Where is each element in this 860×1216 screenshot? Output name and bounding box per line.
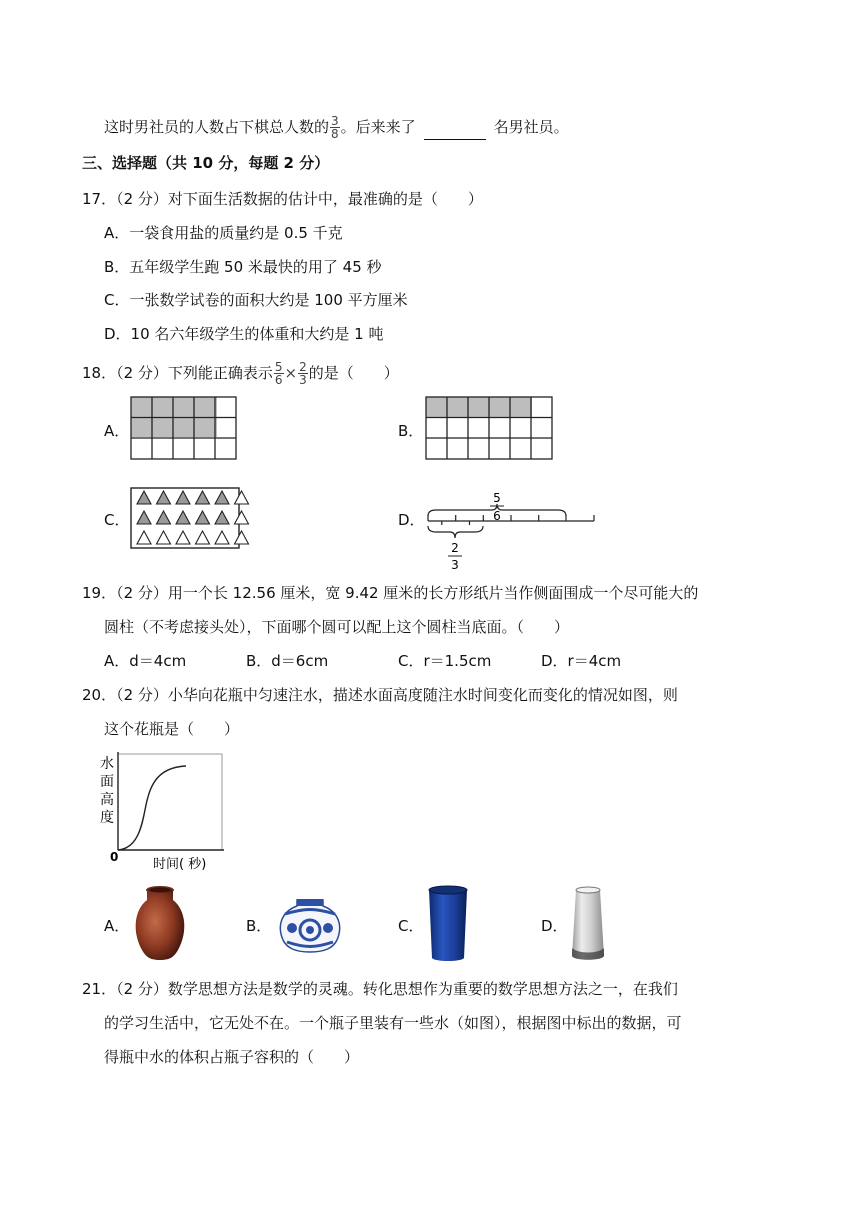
triangle [157, 531, 171, 544]
q19-option-c[interactable]: C．r＝1.5cm [398, 652, 492, 670]
q18-d-top-den: 6 [493, 509, 501, 523]
q16-text-after2: 名男社员。 [493, 118, 569, 136]
q18-d-top-num: 5 [493, 491, 501, 505]
triangle [196, 491, 210, 504]
triangle [176, 511, 190, 524]
q18-fraction-1: $\frac{5}{6}$ [274, 360, 283, 387]
q20-label-b[interactable]: B． [246, 917, 272, 935]
q17-option-b[interactable]: B．五年级学生跑 50 米最快的用了 45 秒 [104, 258, 382, 276]
q17-option-a[interactable]: A．一袋食用盐的质量约是 0.5 千克 [104, 224, 343, 242]
q16-answer-blank[interactable] [424, 125, 486, 140]
triangle [235, 531, 249, 544]
triangle [215, 531, 229, 544]
graph-ylabel-2: 面 [100, 774, 114, 790]
triangle [176, 491, 190, 504]
triangle [176, 531, 190, 544]
q20-stem-line1: 20．（2 分）小华向花瓶中匀速注水，描述水面高度随注水时间变化而变化的情况如图，则 [82, 686, 678, 704]
q20-label-a[interactable]: A． [104, 917, 130, 935]
q19-stem-line2: 圆柱（不考虑接头处），下面哪个圆可以配上这个圆柱当底面。（ ） [104, 618, 570, 636]
graph-ylabel-3: 高 [100, 792, 114, 808]
graph-origin: 0 [110, 850, 119, 864]
q18-grid-b [425, 396, 555, 462]
q18-stem [82, 360, 399, 386]
q19-stem-line1: 19．（2 分）用一个长 12.56 厘米，宽 9.42 厘米的长方形纸片当作侧面围成一个尽可能大的 [82, 584, 699, 602]
q18-grid-a [130, 396, 240, 462]
q18-d-bottom-num: 2 [451, 541, 459, 555]
triangle [235, 491, 249, 504]
q20-vase-c-image[interactable] [425, 884, 471, 964]
q18-stem-before: 18．（2 分）下列能正确表示 [82, 364, 273, 382]
triangle [157, 511, 171, 524]
section-heading: 三、选择题（共 10 分，每题 2 分） [82, 154, 330, 172]
q20-label-d[interactable]: D． [541, 917, 568, 935]
triangle [196, 531, 210, 544]
q17-stem: 17．（2 分）对下面生活数据的估计中，最准确的是（ ） [82, 190, 483, 208]
triangle [235, 511, 249, 524]
q19-option-d[interactable]: D．r＝4cm [541, 652, 622, 670]
q16-text-before: 这时男社员的人数占下棋总人数的 [104, 118, 330, 136]
q19-option-a[interactable]: A．d＝4cm [104, 652, 187, 670]
q20-vase-d-image[interactable] [568, 884, 608, 964]
q18-label-c[interactable]: C． [104, 511, 130, 529]
q18-times-sign: × [284, 364, 298, 382]
q16-fraction: $\frac{3}{8}$ [331, 114, 339, 141]
triangle [137, 531, 151, 544]
q18-label-d[interactable]: D． [398, 511, 425, 529]
q21-stem-line3: 得瓶中水的体积占瓶子容积的（ ） [104, 1048, 360, 1066]
graph-xlabel: 时间( 秒) [153, 857, 207, 872]
q18-stem-after: 的是（ ） [308, 364, 399, 382]
q18-fraction-2: $\frac{2}{3}$ [299, 360, 307, 387]
q18-label-b[interactable]: B． [398, 422, 424, 440]
q20-vase-a-image[interactable] [130, 884, 190, 964]
q18-d-bottom-den: 3 [451, 558, 459, 572]
q19-option-b[interactable]: B．d＝6cm [246, 652, 329, 670]
q16-tail-line [104, 114, 569, 140]
triangle [196, 511, 210, 524]
q18-number-line-d [424, 490, 596, 572]
triangle [137, 511, 151, 524]
q18-label-a[interactable]: A． [104, 422, 130, 440]
q20-vase-b-image[interactable] [275, 896, 345, 956]
q21-stem-line2: 的学习生活中，它无处不在。一个瓶子里装有一些水（如图），根据图中标出的数据，可 [104, 1014, 682, 1032]
q17-option-d[interactable]: D．10 名六年级学生的体重和大约是 1 吨 [104, 325, 384, 343]
triangle [137, 491, 151, 504]
q18-triangles-c [130, 487, 262, 551]
q20-label-c[interactable]: C． [398, 917, 424, 935]
q21-stem-line1: 21．（2 分）数学思想方法是数学的灵魂。转化思想作为重要的数学思想方法之一，在我们 [82, 980, 678, 998]
q20-stem-line2: 这个花瓶是（ ） [104, 720, 240, 738]
triangle [215, 511, 229, 524]
q16-text-after: 。后来来了 [340, 118, 416, 136]
q20-height-time-graph [98, 752, 228, 872]
graph-ylabel-4: 度 [100, 810, 114, 826]
q17-option-c[interactable]: C．一张数学试卷的面积大约是 100 平方厘米 [104, 291, 408, 309]
triangle [157, 491, 171, 504]
graph-ylabel-1: 水 [100, 756, 114, 772]
triangle [215, 491, 229, 504]
